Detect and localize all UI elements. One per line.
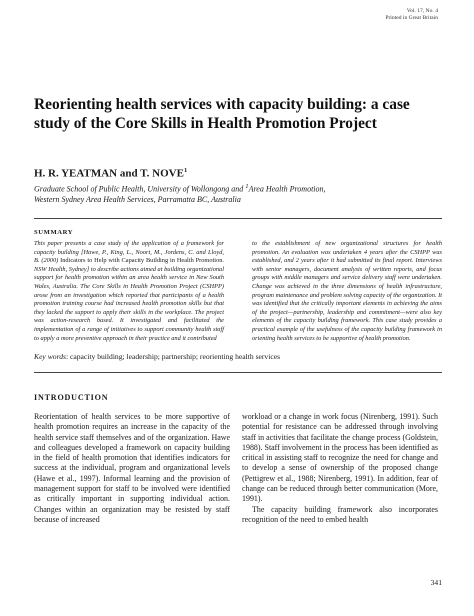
body-paragraph: Reorientation of health services to be more supportive of health promotion requires an increase in the capacity of the health service staff themselves and of the organization. Hawe and colleagues developed a framework on capacity building in the field of health promotion that identifies indicators for success at the individual, program and organizational levels (Hawe et al., 1997). Informal learning and the provision of management support for staff to be involved were identified as critically important in supporting individual action. Changes within an organization may be resisted by staff because of increased: [34, 412, 230, 524]
affiliation: [34, 182, 434, 206]
summary-heading: SUMMARY: [34, 229, 74, 236]
summary-text-a: This paper presents a case study of the application of a framework for capacity building [Hawe, P., King, L., Noort, M., Jordens, C. and Lloyd, B. (2000): [34, 240, 224, 265]
body-paragraph: workload or a change in work focus (Nirenberg, 1991). Such potential for resistance can be addressed through involving staff in activities that facilitate the change process (Goldstein, 1988). Staff involvement in the process has been identified as critical in assisting staff to recognize the need for change and to develop a sense of ownership of the proposed change (Pettigrew et al., 1988; Nirenberg, 1991). In addition, fear of change can be reduced through better communication (More, 1991).: [242, 412, 438, 504]
body-paragraph: The capacity building framework also incorporates recognition of the need to embed health: [242, 504, 438, 524]
introduction-heading: INTRODUCTION: [34, 393, 109, 402]
affiliation-line2: Western Sydney Area Health Services, Parramatta BC, Australia: [34, 195, 241, 205]
summary-text-b: NSW Health, Sydney] to describe actions aimed at building organizational support for health promotion within an area health service in New South Wales, Australia. The Core Skills in Health Promotion Project (CSHPP) arose from an investigation which reported that participants of a health promotion training course had increased health promotion skills but that they lacked the support to apply their skills in the workplace. The project was action-research based. It investigated and facilitated the implementation of a range of initiatives to support community health staff to apply a more preventive approach in their practice and it contributed: [34, 265, 224, 342]
keywords: [34, 352, 442, 362]
keywords-label: Key words: [34, 352, 66, 361]
body-column-left: [34, 412, 230, 525]
rule-bottom: [34, 372, 442, 373]
page-number: 341: [430, 578, 442, 587]
affiliation-superscript: 1: [245, 183, 249, 190]
journal-printed: Printed in Great Britain: [385, 15, 438, 21]
article-title: Reorienting health services with capacity building: a case study of the Core Skills in Health Promotion Project: [34, 96, 410, 132]
keywords-text: capacity building; leadership; partnership; reorienting health services: [70, 352, 281, 361]
body-column-right: [242, 412, 438, 525]
author-superscript: 1: [183, 167, 188, 174]
keywords-separator: :: [66, 352, 71, 361]
affiliation-line1b: Area Health Promotion,: [248, 184, 326, 194]
journal-info: [385, 8, 438, 22]
summary-column-right: to the establishment of new organizational structures for health promotion. An evaluation was undertaken 4 years after the CSHPP was established, and 2 years after it had submitted its final report. Interviews with senior managers, document analysis of written reports, and focus groups with middle managers and service delivery staff were undertaken. Change was achieved in the three dimensions of health infrastructure, program maintenance and problem solving capacity of the organization. It was identified that the critically important elements in achieving the aims of the project—partnership, leadership and commitment—were also key elements of the capacity building framework. This case study provides a practical example of the usefulness of the capacity building framework in orienting health services to be supportive of health promotion.: [252, 240, 442, 342]
author-names: H. R. YEATMAN and T. NOVE: [34, 167, 184, 180]
journal-volume: Vol. 17, No. 4: [406, 8, 438, 14]
summary-text-upright: Indicators to Help with Capacity Building in Health Promotion.: [60, 257, 224, 265]
author-line: [34, 167, 187, 180]
summary-column-left: [34, 240, 224, 343]
affiliation-line1: Graduate School of Public Health, University of Wollongong and: [34, 184, 246, 194]
rule-top: [34, 218, 442, 219]
